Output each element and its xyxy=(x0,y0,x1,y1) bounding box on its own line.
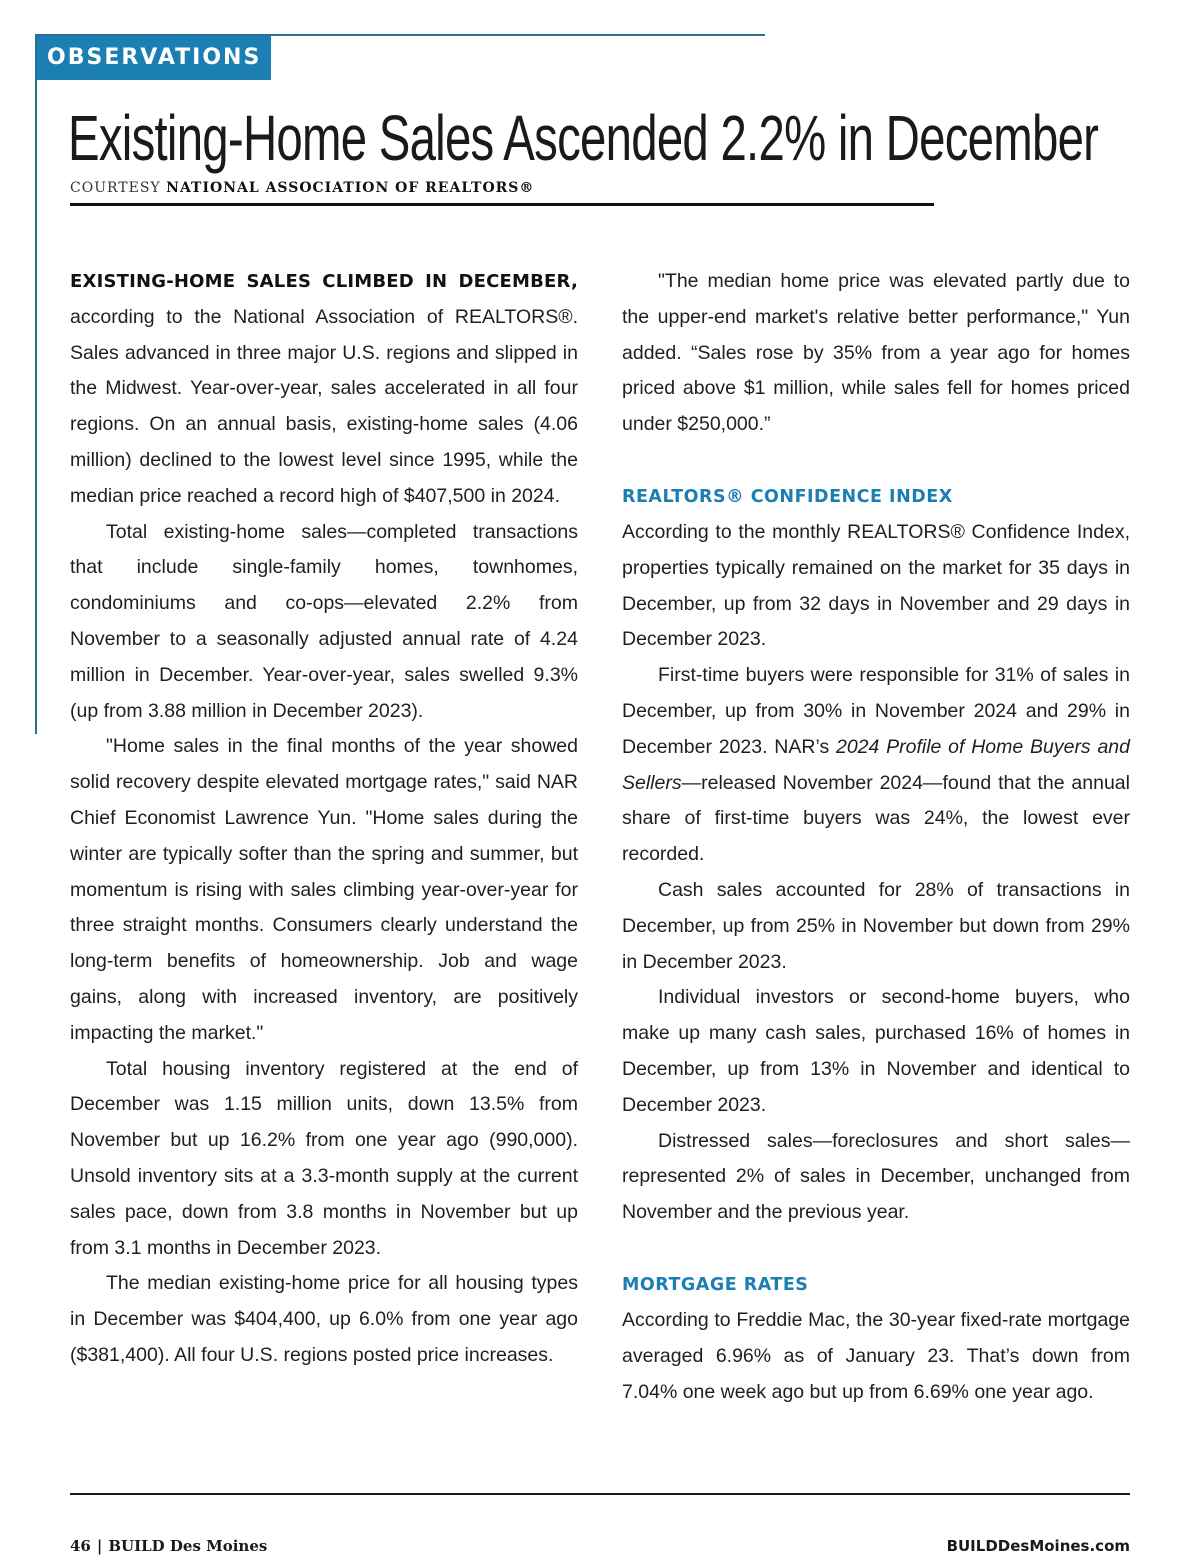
paragraph: According to the monthly REALTORS® Confidence Index, properties typically remained on the market for 35 days in December, up from 32 days in November and 29 days in December 2023. xyxy=(622,520,1130,651)
paragraph: Distressed sales—foreclosures and short sales—represented 2% of sales in December, unchanged from November and the previous year. xyxy=(622,1129,1130,1224)
article-column-right xyxy=(622,264,1130,1410)
paragraph-intro xyxy=(70,264,578,515)
paragraph: Total existing-home sales—completed transactions that include single-family homes, townhomes, condominiums and co-ops—elevated 2.2% from November to a seasonally adjusted annual rate of 4.24 million in December. Year-over-year, sales swelled 9.3% (up from 3.88 million in December 2023). xyxy=(70,520,578,722)
paragraph: Cash sales accounted for 28% of transactions in December, up from 25% in November but down from 29% in December 2023. xyxy=(622,878,1130,973)
subhead-confidence-index: REALTORS® CONFIDENCE INDEX xyxy=(622,486,953,507)
text-run: —released November 2024—found that the annual share of first-time buyers was 24%, the lowest ever recorded. xyxy=(622,771,1130,866)
footer-website: BUILDDesMoines.com xyxy=(946,1537,1130,1555)
intro-text: according to the National Association of REALTORS®. Sales advanced in three major U.S. regions and slipped in the Midwest. Year-over-year, sales accelerated in all four regions. On an annual basis, existing-home sales (4.06 million) declined to the lowest level since 1995, while the median price reached a record high of $407,500 in 2024. xyxy=(70,305,578,507)
footer-separator: | xyxy=(96,1537,103,1555)
article-credit xyxy=(70,180,534,196)
subhead-mortgage-rates: MORTGAGE RATES xyxy=(622,1274,809,1295)
text-run: First-time buyers were responsible for 31% of sales in December, up from 30% in November 2024 and 29% in December 2023. NAR’s xyxy=(622,664,1130,758)
publication-name: BUILD Des Moines xyxy=(108,1537,268,1555)
credit-source: NATIONAL ASSOCIATION OF REALTORS® xyxy=(166,180,535,196)
paragraph-quote: "The median home price was elevated partly due to the upper-end market's relative better performance," Yun added. “Sales rose by 35% from a year ago for homes priced above $1 million, while sales fell for homes priced under $250,000.” xyxy=(622,270,1130,436)
article-headline: Existing-Home Sales Ascended 2.2% in December xyxy=(68,102,1099,174)
paragraph-quote: "Home sales in the final months of the year showed solid recovery despite elevated mortgage rates," said NAR Chief Economist Lawrence Yun. "Home sales during the winter are typically softer than the spring and summer, but momentum is rising with sales climbing year-over-year for three straight months. Consumers clearly understand the long-term benefits of homeownership. Job and wage gains, along with increased inventory, are positively impacting the market." xyxy=(70,735,578,1044)
credit-prefix: COURTESY xyxy=(70,180,161,196)
footer-folio xyxy=(70,1537,267,1555)
article-column-left xyxy=(70,264,578,1374)
spacer xyxy=(622,443,1130,479)
section-tag: OBSERVATIONS xyxy=(37,36,271,80)
paragraph-first-time-buyers xyxy=(622,658,1130,873)
paragraph: Total housing inventory registered at the end of December was 1.15 million units, down 13.5% from November but up 16.2% from one year ago (990,000). Unsold inventory sits at a 3.3-month supply at the current sales pace, down from 3.8 months in November but up from 3.1 months in December 2023. xyxy=(70,1057,578,1259)
header-frame-left-line xyxy=(35,34,37,734)
title-divider xyxy=(70,203,934,206)
report-title: 2024 Profile of Home Buyers and Sellers xyxy=(622,735,1130,794)
footer-divider xyxy=(70,1493,1130,1495)
lead-in-text: EXISTING-HOME SALES CLIMBED IN DECEMBER, xyxy=(70,271,578,292)
paragraph: According to Freddie Mac, the 30-year fixed-rate mortgage averaged 6.96% as of January 23. That’s down from 7.04% one week ago but up from 6.69% one year ago. xyxy=(622,1308,1130,1403)
paragraph: The median existing-home price for all housing types in December was $404,400, up 6.0% from one year ago ($381,400). All four U.S. regions posted price increases. xyxy=(70,1272,578,1366)
paragraph: Individual investors or second-home buyers, who make up many cash sales, purchased 16% of homes in December, up from 13% in November and identical to December 2023. xyxy=(622,986,1130,1116)
page-number: 46 xyxy=(70,1537,91,1555)
spacer xyxy=(622,1231,1130,1267)
